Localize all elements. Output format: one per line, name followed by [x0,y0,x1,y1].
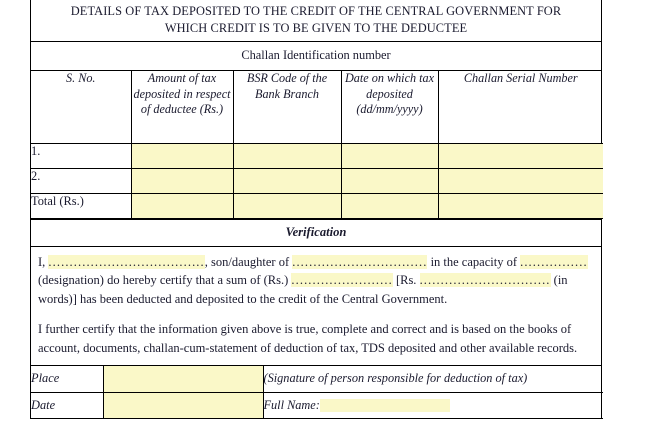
cell-date-total[interactable] [341,193,438,218]
verification-paragraph-2: I further certify that the information given above is true, complete and correct and is based on the books of account, documents, challan-cum-statement of deduction of tax, TDS deposited and other available records. [38,322,578,355]
column-header-challan-serial-number: Challan Serial Number [438,71,603,143]
verification-text-segment: (designation) do hereby certify that a sum of (Rs.) [38,273,292,287]
place-input[interactable] [103,366,263,392]
row-label-2: 2. [31,168,131,193]
full-name-label: Full Name: [263,397,320,412]
verification-blank-name[interactable]: ..................................... [48,254,205,269]
challan-details-table [31,71,603,219]
table-header-row [31,71,603,143]
column-header-serial-number: S. No. [31,71,131,143]
cell-bsr-code-row-2[interactable] [233,168,341,193]
form-title-line-1: DETAILS OF TAX DEPOSITED TO THE CREDIT OF THE CENTRAL GOVERNMENT FOR [70,4,562,18]
date-row [31,392,603,418]
table-row [31,143,603,168]
column-header-amount-of-tax: Amount of tax deposited in respect of deductee (Rs.) [131,71,233,143]
cell-amount-total[interactable] [131,193,233,218]
date-input[interactable] [103,392,263,418]
place-row [31,366,603,392]
cell-date-row-1[interactable] [341,143,438,168]
verification-text-segment: I, [38,254,49,269]
place-label: Place [31,366,103,392]
row-label-1: 1. [31,143,131,168]
column-header-bsr-code: BSR Code of the Bank Branch [233,71,341,143]
verification-text-segment: [Rs. [392,273,420,287]
table-row [31,168,603,193]
verification-body [31,247,601,367]
full-name-input[interactable] [320,399,450,412]
full-name-cell [263,392,603,418]
signature-note: (Signature of person responsible for deduction of tax) [263,366,603,392]
date-label: Date [31,392,103,418]
cell-challan-serial-row-2[interactable] [438,168,603,193]
verification-blank-parent-name[interactable]: ................................ [292,254,428,269]
cell-amount-row-1[interactable] [131,143,233,168]
verification-text-segment: (in words)] has been deducted and deposited to the credit of the Central Government. [38,273,568,306]
signature-table [31,366,603,419]
cell-challan-serial-total[interactable] [438,193,603,218]
cell-bsr-code-total[interactable] [233,193,341,218]
form-title-line-2: WHICH CREDIT IS TO BE GIVEN TO THE DEDUCTEE [164,21,468,35]
verification-band: Verification [31,219,601,247]
challan-identification-band: Challan Identification number [31,42,601,71]
verification-paragraph-1 [38,253,594,309]
table-row-total [31,193,603,218]
verification-text-segment: , son/daughter of [204,254,293,269]
form-title [31,0,601,42]
cell-challan-serial-row-1[interactable] [438,143,603,168]
tds-certificate-form [30,0,602,419]
cell-amount-row-2[interactable] [131,168,233,193]
verification-blank-amount-figures[interactable]: ........................ [291,273,393,287]
row-label-total: Total (Rs.) [31,193,131,218]
verification-blank-capacity[interactable]: ................ [520,254,588,269]
verification-blank-amount-words[interactable]: ............................... [419,273,551,287]
verification-text-segment: in the capacity of [427,254,521,269]
cell-date-row-2[interactable] [341,168,438,193]
column-header-date-deposited: Date on which tax deposited (dd/mm/yyyy) [341,71,438,143]
cell-bsr-code-row-1[interactable] [233,143,341,168]
